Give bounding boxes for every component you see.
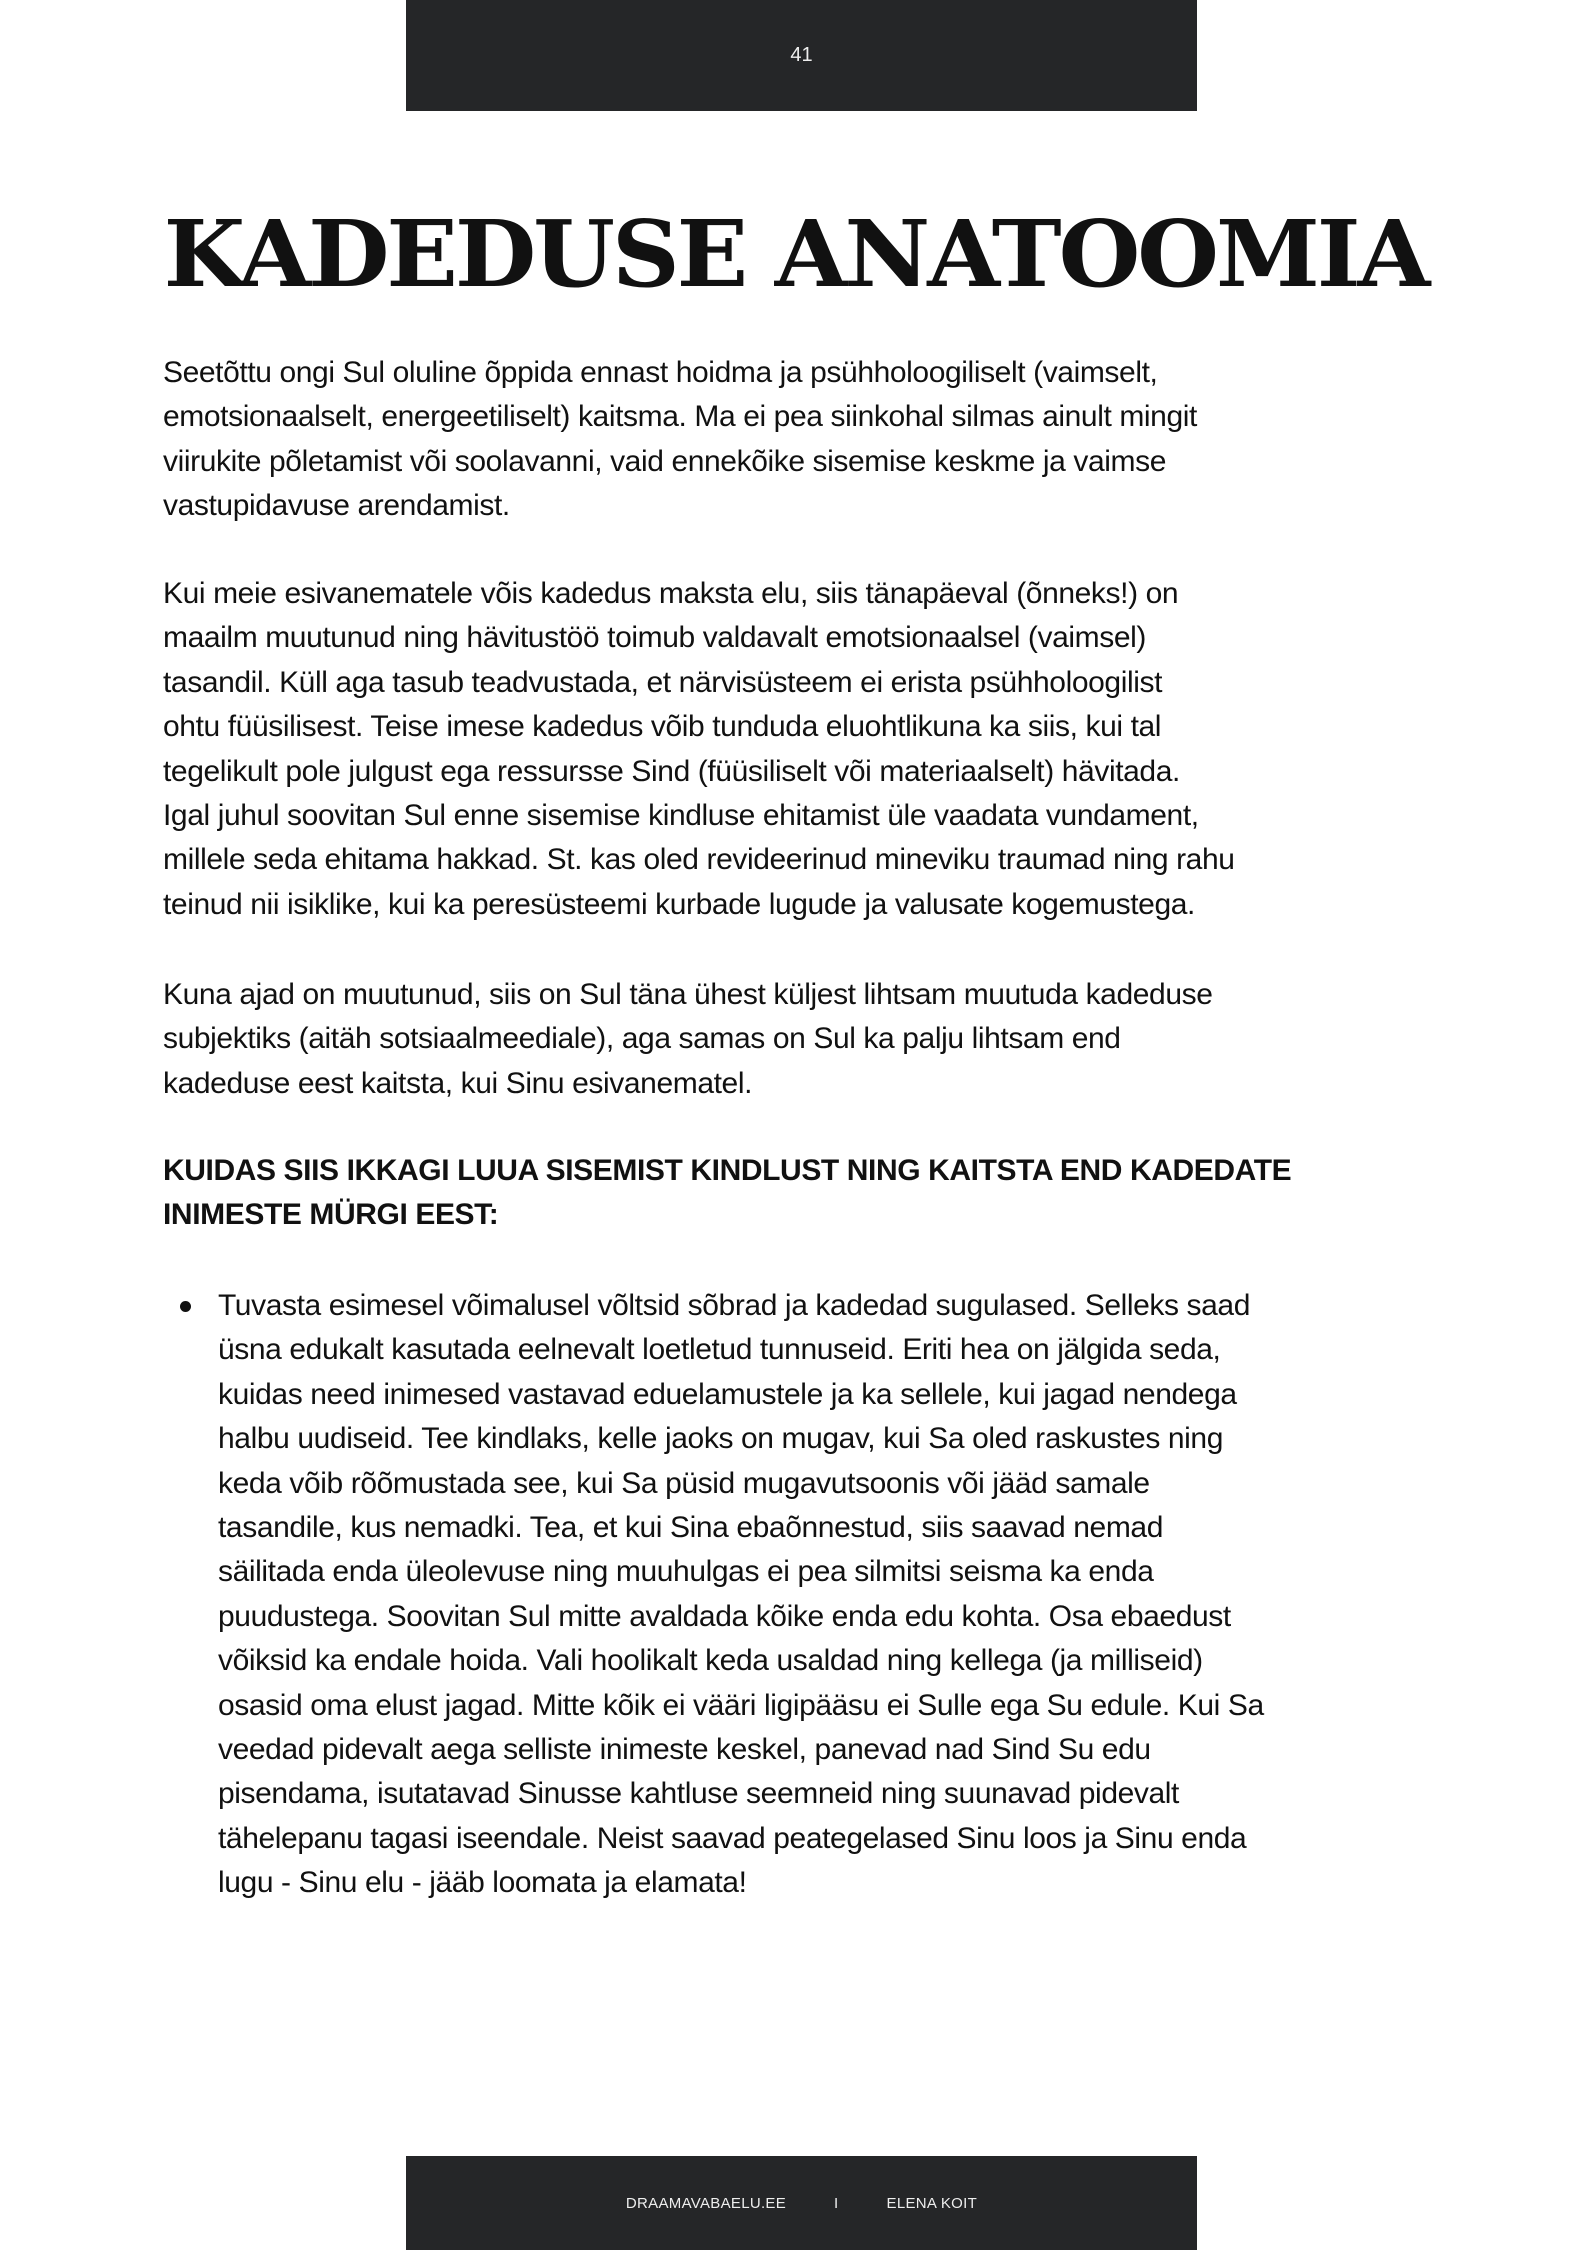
text-line: pisendama, isutatavad Sinusse kahtluse seemneid ning suunavad pidevalt: [218, 1777, 1179, 1811]
text-line: halbu uudiseid. Tee kindlaks, kelle jaoks on mugav, kui Sa oled raskustes ning: [218, 1422, 1223, 1456]
text-line: Kui meie esivanematele võis kadedus maksta elu, siis tänapäeval (õnneks!) on: [163, 577, 1179, 610]
text-line: kuidas need inimesed vastavad eduelamustele ja ka sellele, kui jagad nendega: [218, 1377, 1237, 1411]
paragraph-3: [163, 973, 1213, 1106]
text-line: veedad pidevalt aega selliste inimeste keskel, panevad nad Sind Su edu: [218, 1732, 1151, 1766]
text-line: Igal juhul soovitan Sul enne sisemise kindluse ehitamist üle vaadata vundament,: [163, 798, 1199, 832]
header-bar: [406, 0, 1197, 111]
text-line: säilitada enda üleolevuse ning muuhulgas ei pea silmitsi seisma ka enda: [218, 1555, 1154, 1589]
text-line: Kuna ajad on muutunud, siis on Sul täna ühest küljest lihtsam muutuda kadeduse: [163, 978, 1213, 1011]
text-line: võiksid ka endale hoida. Vali hoolikalt keda usaldad ning kellega (ja milliseid): [218, 1644, 1203, 1678]
text-line: Tuvasta esimesel võimalusel võltsid sõbrad ja kadedad sugulased. Selleks saad: [218, 1289, 1251, 1322]
text-line: tähelepanu tagasi iseendale. Neist saavad peategelased Sinu loos ja Sinu enda: [218, 1821, 1247, 1855]
text-line: teinud nii isiklike, kui ka peresüsteemi kurbade lugude ja valusate kogemustega.: [163, 887, 1195, 921]
bullet-icon: [180, 1301, 191, 1312]
text-line: lugu - Sinu elu - jääb loomata ja elamata!: [218, 1866, 747, 1900]
page-number: 41: [790, 44, 813, 66]
text-line: subjektiks (aitäh sotsiaalmeediale), aga samas on Sul ka palju lihtsam end: [163, 1022, 1121, 1056]
text-line: emotsionaalselt, energeetiliselt) kaitsma. Ma ei pea siinkohal silmas ainult mingit: [163, 400, 1197, 434]
text-line: millele seda ehitama hakkad. St. kas oled revideerinud mineviku traumad ning rahu: [163, 843, 1235, 877]
text-line: puudustega. Soovitan Sul mitte avaldada kõike enda edu kohta. Osa ebaedust: [218, 1599, 1231, 1633]
text-line: viirukite põletamist või soolavanni, vaid ennekõike sisemise keskme ja vaimse: [163, 444, 1166, 478]
text-line: ohtu füüsilisest. Teise imese kadedus võib tunduda eluohtlikuna ka siis, kui tal: [163, 710, 1162, 744]
footer-separator: I: [834, 2194, 839, 2212]
text-line: tegelikult pole julgust ega ressursse Sind (füüsiliselt või materiaalselt) hävitada.: [163, 754, 1180, 788]
text-line: Seetõttu ongi Sul oluline õppida ennast hoidma ja psühholoogiliselt (vaimselt,: [163, 356, 1158, 389]
text-line: keda võib rõõmustada see, kui Sa püsid mugavutsoonis või jääd samale: [218, 1466, 1150, 1500]
heading-line: INIMESTE MÜRGI EEST:: [163, 1198, 499, 1232]
text-line: vastupidavuse arendamist.: [163, 489, 510, 523]
text-line: maailm muutunud ning hävitustöö toimub valdavalt emotsionaalsel (vaimsel): [163, 621, 1146, 655]
footer-author: ELENA KOIT: [886, 2194, 978, 2212]
text-line: tasandil. Küll aga tasub teadvustada, et närvisüsteem ei erista psühholoogilist: [163, 665, 1163, 699]
text-line: üsna edukalt kasutada eelnevalt loetletud tunnuseid. Eriti hea on jälgida seda,: [218, 1333, 1221, 1367]
footer-site: DRAAMAVABAELU.EE: [625, 2194, 787, 2212]
paragraph-2: [163, 572, 1235, 927]
text-line: tasandile, kus nemadki. Tea, et kui Sina ebaõnnestud, siis saavad nemad: [218, 1510, 1163, 1544]
heading-line: KUIDAS SIIS IKKAGI LUUA SISEMIST KINDLUST NING KAITSTA END KADEDATE: [163, 1154, 1292, 1187]
footer-bar: [406, 2156, 1197, 2250]
text-line: osasid oma elust jagad. Mitte kõik ei vääri ligipääsu ei Sulle ega Su edule. Kui Sa: [218, 1688, 1264, 1722]
page-title: KADEDUSE ANATOOMIA: [163, 200, 1428, 308]
text-line: kadeduse eest kaitsta, kui Sinu esivanematel.: [163, 1066, 753, 1100]
section-heading: [163, 1149, 1291, 1238]
bullet-text: [218, 1284, 1264, 1905]
paragraph-1: [163, 351, 1197, 529]
